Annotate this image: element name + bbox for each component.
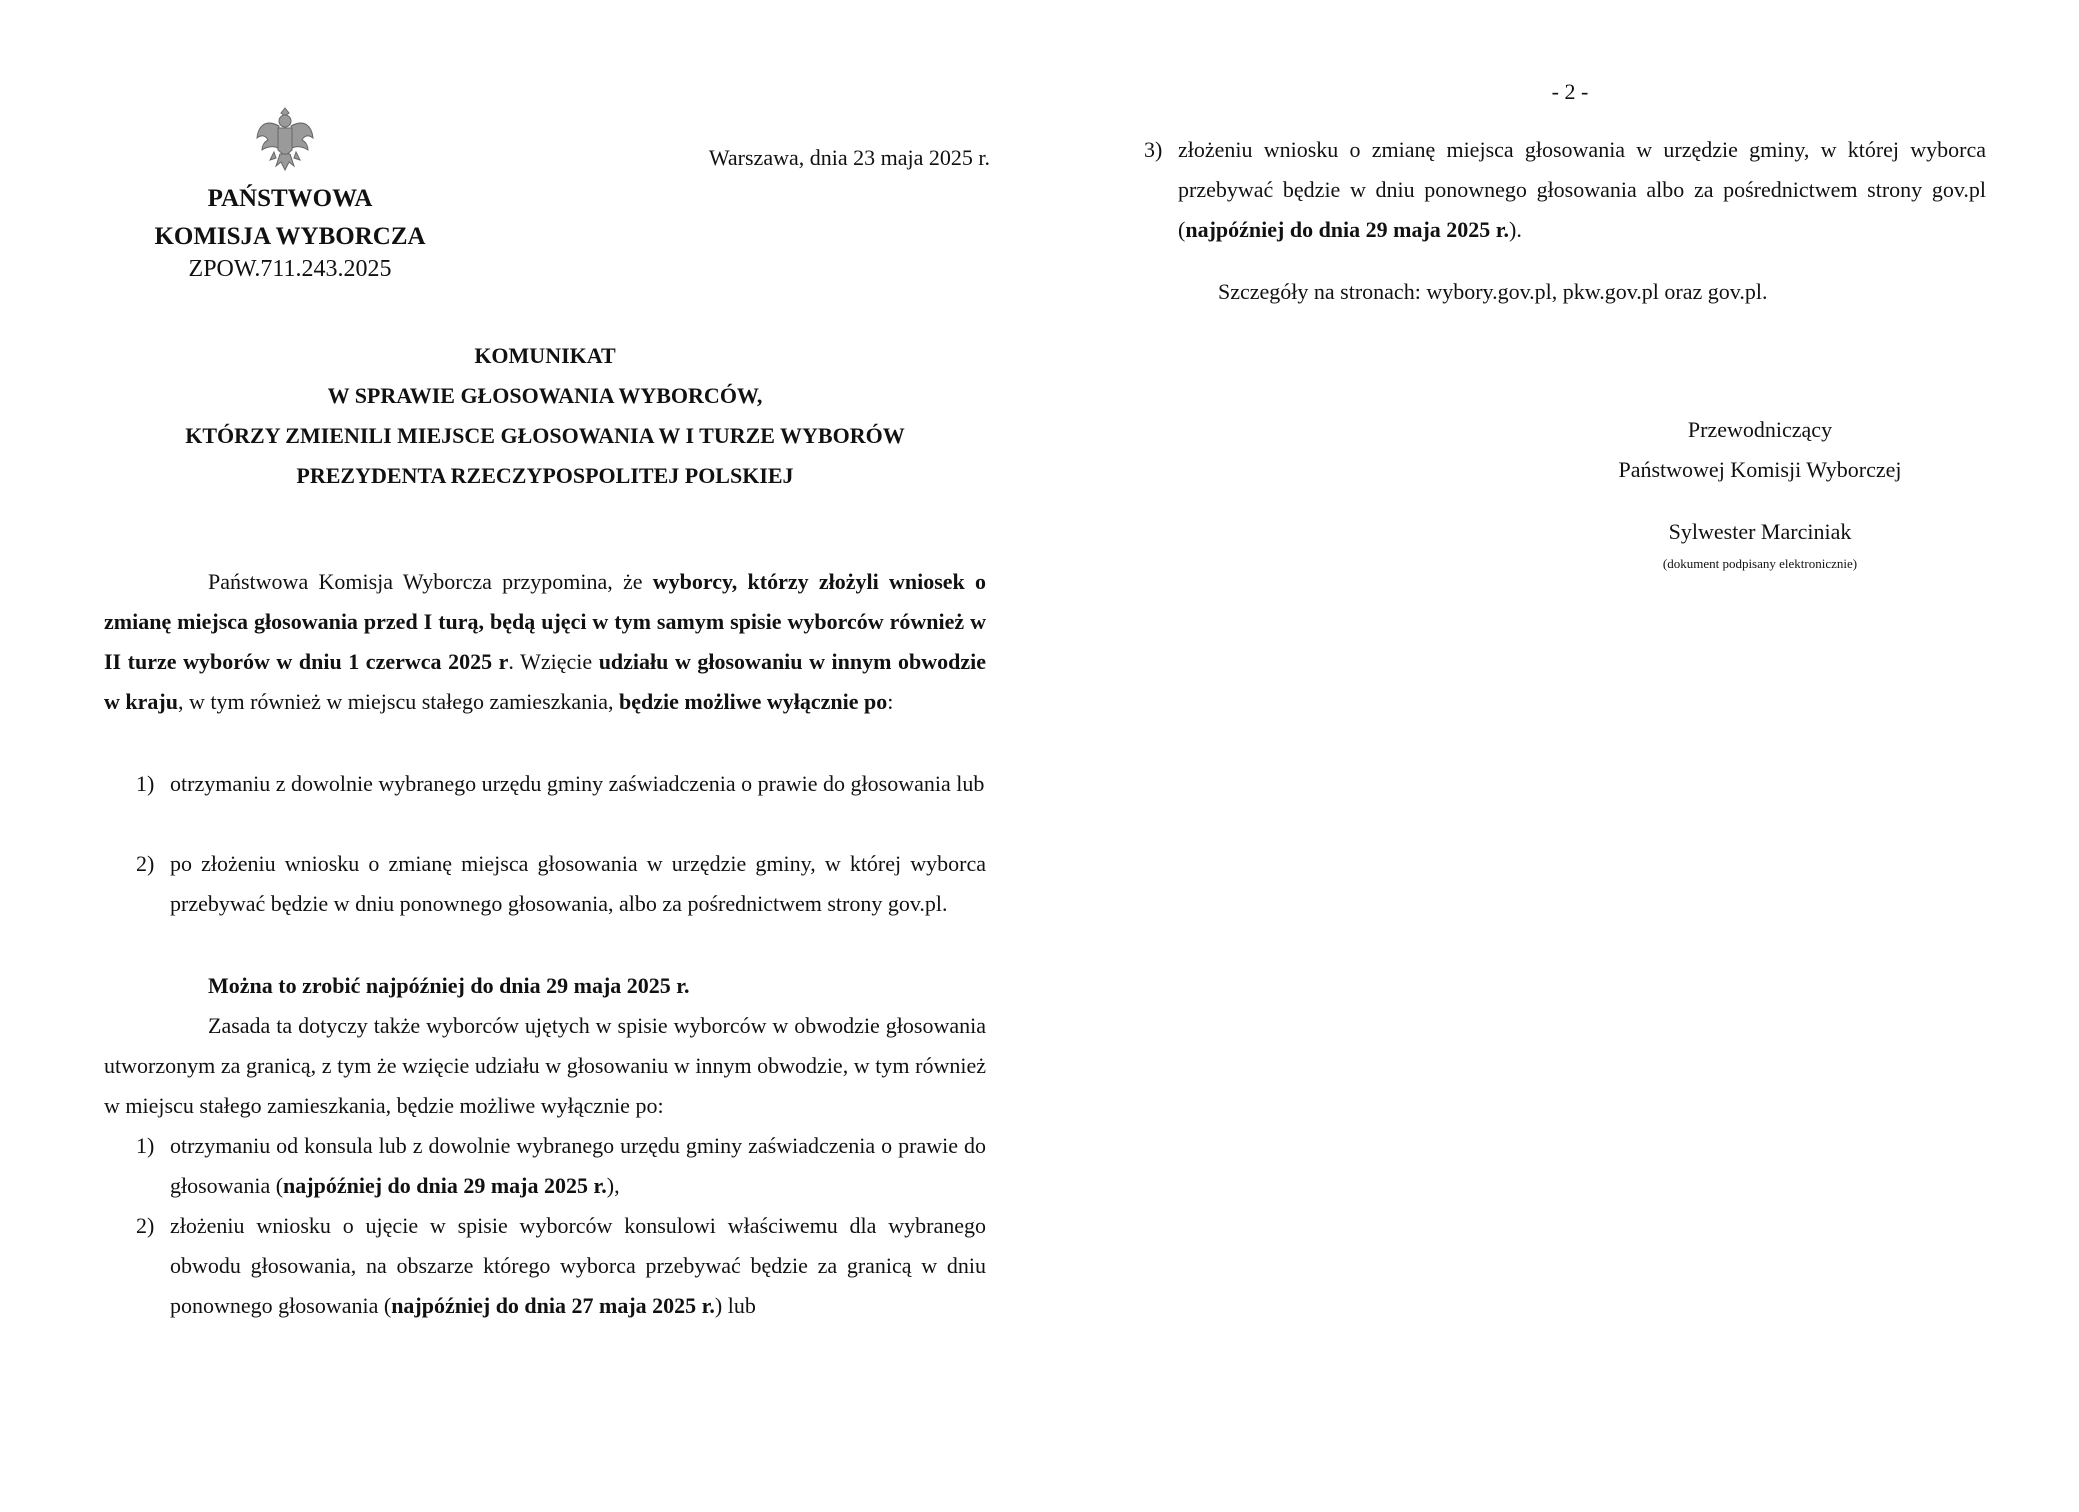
title-line2: W SPRAWIE GŁOSOWANIA WYBORCÓW, bbox=[327, 383, 763, 408]
institution-line1: PAŃSTWOWA bbox=[207, 185, 373, 212]
para1-bold2: udziału w głosowaniu w innym obwodzie w kraju bbox=[104, 649, 987, 714]
list-item-text bbox=[170, 1206, 986, 1326]
list-item-text bbox=[170, 1126, 986, 1206]
title-line1: KOMUNIKAT bbox=[474, 343, 616, 368]
list-item-deadline: najpóźniej do dnia 29 maja 2025 r. bbox=[283, 1173, 607, 1198]
list-item-text-part: złożeniu wniosku o ujęcie w spisie wyborców konsulowi właściwemu dla wybranego obwodu głosowania, na obszarze którego wyborca przebywać będzie za granicą w dniu ponownego głosowania ( bbox=[170, 1213, 986, 1318]
para1-mid1: . Wzięcie bbox=[508, 649, 599, 674]
title-line4: PREZYDENTA RZECZYPOSPOLITEJ POLSKIEJ bbox=[296, 463, 794, 488]
list-item-number: 3) bbox=[1144, 137, 1163, 162]
institution-name bbox=[120, 180, 460, 256]
page-number: - 2 - bbox=[1551, 79, 1589, 104]
list-item-text-part: otrzymaniu od konsula lub z dowolnie wybranego urzędu gminy zaświadczenia o prawie do głosowania ( bbox=[170, 1133, 986, 1198]
para1-intro: Państwowa Komisja Wyborcza przypomina, że bbox=[208, 569, 653, 594]
para1-bold3: będzie możliwe wyłącznie po bbox=[619, 689, 888, 714]
institution-line2: KOMISJA WYBORCZA bbox=[154, 223, 426, 250]
list-item-number: 2) bbox=[136, 851, 155, 876]
list-item bbox=[104, 764, 986, 804]
deadline-note: Można to zrobić najpóźniej do dnia 29 maja 2025 r. bbox=[208, 973, 690, 998]
signatory-role-line2: Państwowej Komisji Wyborczej bbox=[1618, 457, 1902, 482]
list-item-number: 1) bbox=[136, 1133, 155, 1158]
signatory-role-line1: Przewodniczący bbox=[1687, 417, 1833, 442]
para1-mid2: , w tym również w miejscu stałego zamieszkania, bbox=[177, 689, 620, 714]
title-line3: KTÓRZY ZMIENILI MIEJSCE GŁOSOWANIA W I TURZE WYBORÓW bbox=[185, 423, 905, 448]
list-item bbox=[104, 844, 986, 924]
signatory-name: Sylwester Marciniak bbox=[1668, 519, 1852, 544]
paragraph-abroad: Zasada ta dotyczy także wyborców ujętych w spisie wyborców w obwodzie głosowania utworzonym za granicą, z tym że wzięcie udziału w głosowaniu w innym obwodzie, w tym również w miejscu stałego zamieszkania, będzie możliwe wyłącznie po: bbox=[104, 1013, 986, 1118]
place-date: Warszawa, dnia 23 maja 2025 r. bbox=[708, 145, 990, 170]
paragraph-intro bbox=[104, 562, 986, 722]
para1-end: : bbox=[887, 689, 894, 714]
signature-block bbox=[1560, 410, 1960, 576]
list-item bbox=[1144, 130, 1986, 250]
list-item-text-end: ). bbox=[1509, 217, 1522, 242]
details-links: Szczegóły na stronach: wybory.gov.pl, pkw.gov.pl oraz gov.pl. bbox=[1218, 279, 1768, 304]
para1-bold1: wyborcy, którzy złożyli wniosek o zmianę miejsca głosowania przed I turą, będą ujęci w tym samym spisie wyborców również w II turze wyborów w dniu 1 czerwca 2025 r bbox=[104, 569, 987, 674]
list-item-number: 1) bbox=[136, 771, 155, 796]
signature-note: (dokument podpisany elektronicznie) bbox=[1662, 556, 1858, 571]
list-item bbox=[104, 1126, 986, 1206]
list-item-text-end: ) lub bbox=[714, 1293, 756, 1318]
list-item-text bbox=[1178, 130, 1986, 250]
list-item-deadline: najpóźniej do dnia 29 maja 2025 r. bbox=[1185, 217, 1510, 242]
list-item-text-end: ), bbox=[606, 1173, 620, 1198]
list-item-deadline: najpóźniej do dnia 27 maja 2025 r. bbox=[391, 1293, 715, 1318]
list-item-number: 2) bbox=[136, 1213, 155, 1238]
list-item-text-part: złożeniu wniosku o zmianę miejsca głosowania w urzędzie gminy, w której wyborca przebywać będzie w dniu ponownego głosowania albo za pośrednictwem strony gov.pl ( bbox=[1178, 137, 1986, 242]
document-title bbox=[104, 336, 986, 496]
list-item-text: otrzymaniu z dowolnie wybranego urzędu gminy zaświadczenia o prawie do głosowania lub bbox=[170, 771, 985, 796]
list-item-text: po złożeniu wniosku o zmianę miejsca głosowania w urzędzie gminy, w której wyborca przebywać będzie w dniu ponownego głosowania, albo za pośrednictwem strony gov.pl. bbox=[170, 851, 986, 916]
document-reference: ZPOW.711.243.2025 bbox=[188, 256, 392, 282]
list-item bbox=[104, 1206, 986, 1326]
polish-eagle-emblem-icon bbox=[254, 104, 316, 174]
